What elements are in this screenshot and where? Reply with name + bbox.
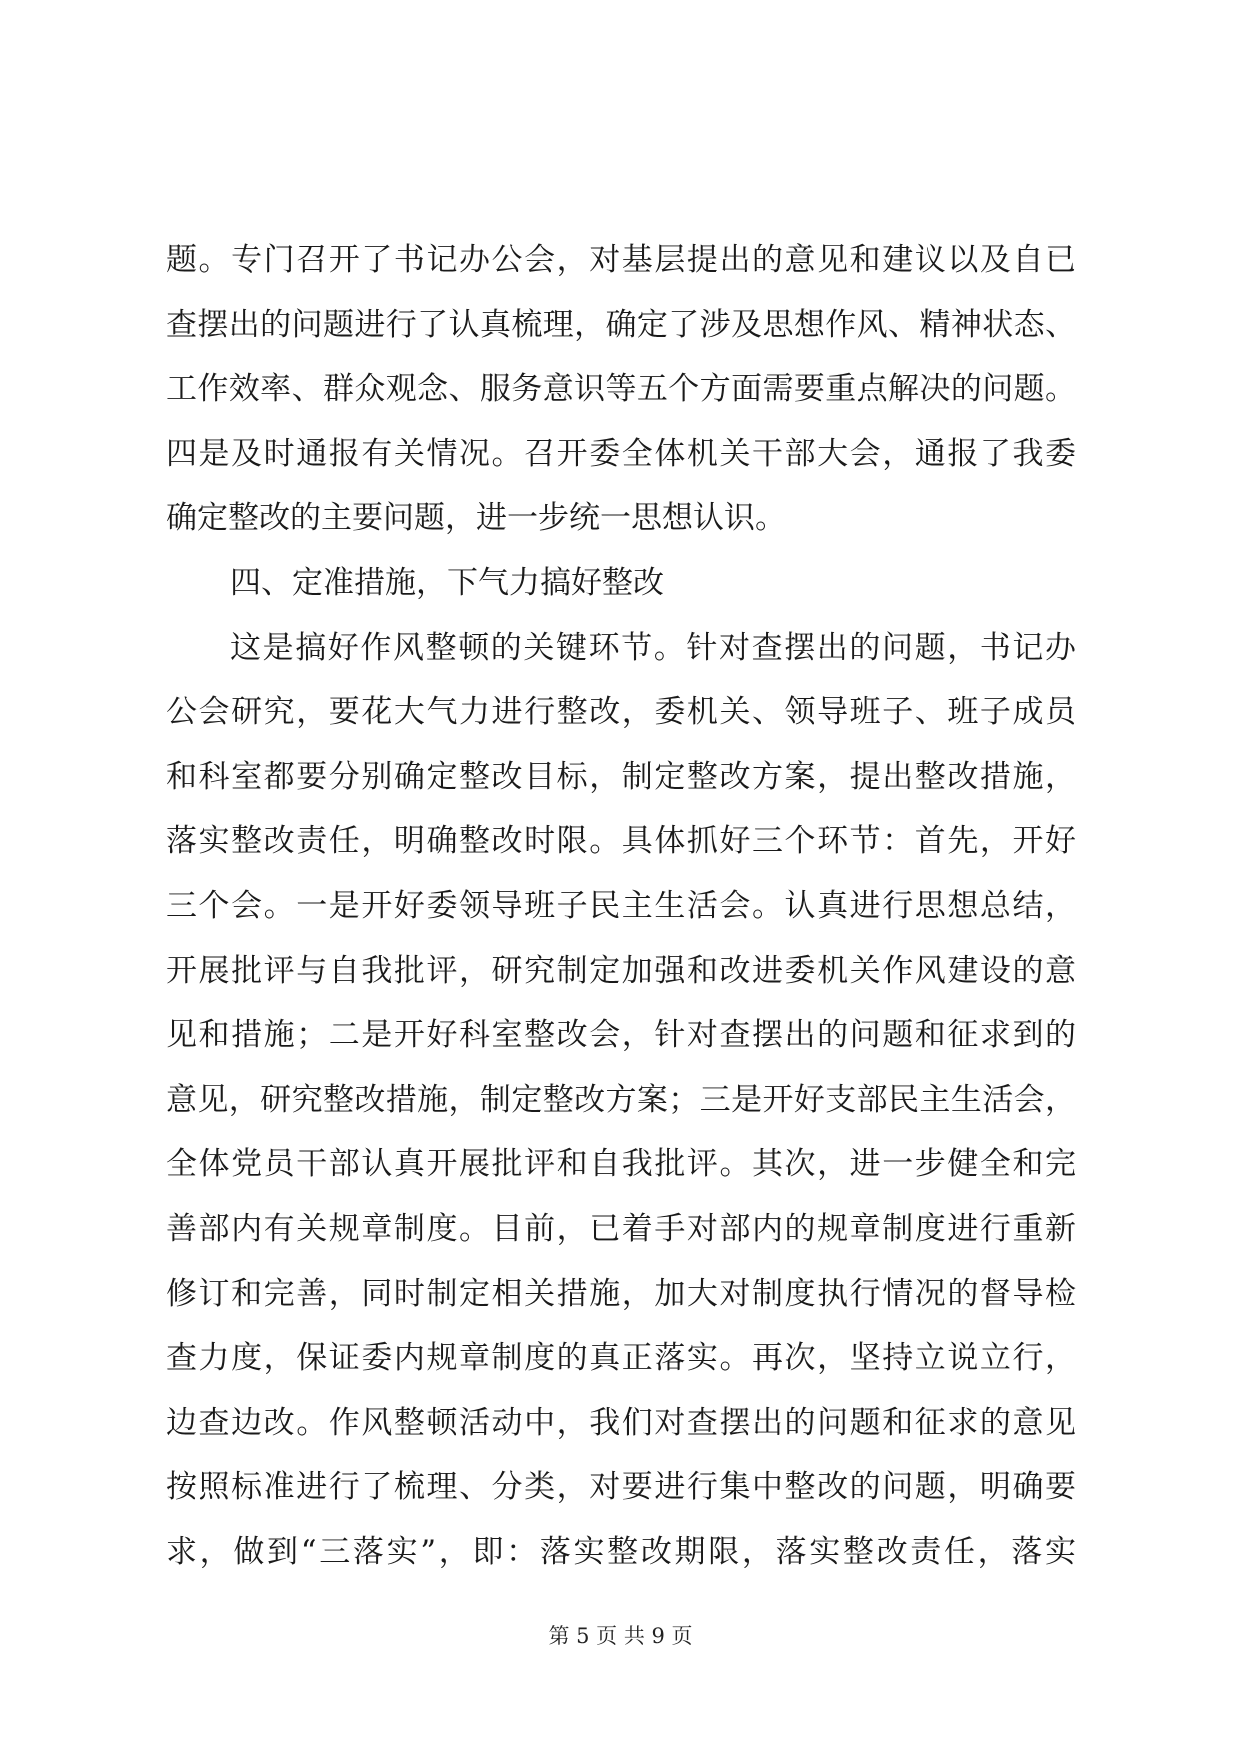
text-line: 这是搞好作风整顿的关键环节。针对查摆出的问题，书记办 bbox=[230, 629, 1076, 666]
text-line: 善部内有关规章制度。目前，已着手对部内的规章制度进行重新 bbox=[166, 1210, 1076, 1247]
text-line: 题。专门召开了书记办公会，对基层提出的意见和建议以及自已 bbox=[166, 242, 1076, 278]
body-text bbox=[166, 228, 1076, 1584]
text-line: 确定整改的主要问题，进一步统一思想认识。 bbox=[166, 500, 786, 537]
text-line: 工作效率、群众观念、服务意识等五个方面需要重点解决的问题。 bbox=[166, 371, 1076, 408]
text-line: 修订和完善，同时制定相关措施，加大对制度执行情况的督导检 bbox=[166, 1275, 1076, 1312]
text-line: 求，做到“三落实”，即：落实整改期限，落实整改责任，落实 bbox=[166, 1533, 1076, 1570]
text-line: 和科室都要分别确定整改目标，制定整改方案，提出整改措施， bbox=[166, 758, 1076, 795]
text-line: 公会研究，要花大气力进行整改，委机关、领导班子、班子成员 bbox=[166, 694, 1076, 731]
text-line: 四是及时通报有关情况。召开委全体机关干部大会，通报了我委 bbox=[166, 435, 1076, 472]
text-line: 开展批评与自我批评，研究制定加强和改进委机关作风建设的意 bbox=[166, 952, 1076, 989]
page-number-footer: 第 5 页 共 9 页 bbox=[548, 1624, 693, 1648]
text-line: 意见，研究整改措施，制定整改方案；三是开好支部民主生活会， bbox=[166, 1081, 1076, 1118]
text-line: 按照标准进行了梳理、分类，对要进行集中整改的问题，明确要 bbox=[166, 1469, 1076, 1506]
section-heading: 四、定准措施，下气力搞好整改 bbox=[230, 564, 664, 601]
text-line: 查力度，保证委内规章制度的真正落实。再次，坚持立说立行， bbox=[166, 1340, 1076, 1377]
text-line: 三个会。一是开好委领导班子民主生活会。认真进行思想总结， bbox=[166, 887, 1076, 924]
text-line: 全体党员干部认真开展批评和自我批评。其次，进一步健全和完 bbox=[166, 1146, 1076, 1183]
text-line: 边查边改。作风整顿活动中，我们对查摆出的问题和征求的意见 bbox=[166, 1404, 1076, 1441]
text-line: 见和措施；二是开好科室整改会，针对查摆出的问题和征求到的 bbox=[166, 1017, 1076, 1054]
text-line: 落实整改责任，明确整改时限。具体抓好三个环节：首先，开好 bbox=[166, 823, 1076, 860]
text-line: 查摆出的问题进行了认真梳理，确定了涉及思想作风、精神状态、 bbox=[166, 306, 1076, 343]
